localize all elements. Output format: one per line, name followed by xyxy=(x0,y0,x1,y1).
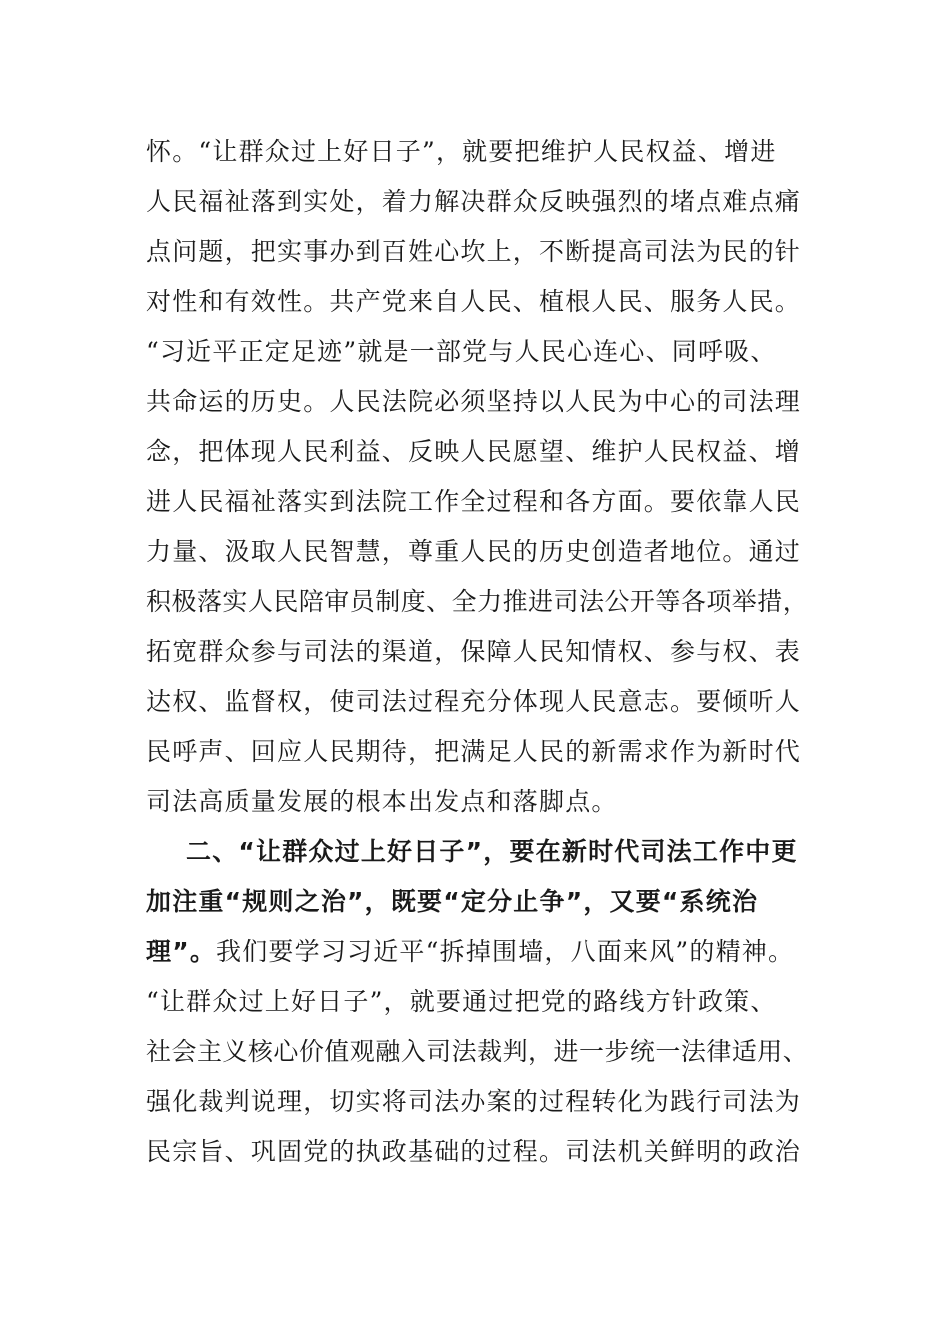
paragraph-line: 社会主义核心价值观融入司法裁判，进一步统一法律适用、 xyxy=(146,1037,809,1066)
paragraph-line: 进人民福祉落实到法院工作全过程和各方面。要依靠人民 xyxy=(146,487,802,516)
paragraph-line: 对性和有效性。共产党来自人民、植根人民、服务人民。 xyxy=(146,287,802,316)
section-heading-line: 加注重“规则之治”，既要“定分止争”，又要“系统治 xyxy=(146,887,759,916)
paragraph-line: 怀。“让群众过上好日子”，就要把维护人民权益、增进 xyxy=(146,137,777,166)
paragraph-line: “习近平正定足迹”就是一部党与人民心连心、同呼吸、 xyxy=(146,337,777,366)
paragraph-line: 念，把体现人民利益、反映人民愿望、维护人民权益、增 xyxy=(146,437,802,466)
paragraph-line: 司法高质量发展的根本出发点和落脚点。 xyxy=(146,787,618,816)
section-heading-tail: 理”。 xyxy=(146,937,217,966)
section-heading-line: 二、“让群众过上好日子”，要在新时代司法工作中更 xyxy=(186,837,798,866)
paragraph-line: 民宗旨、巩固党的执政基础的过程。司法机关鲜明的政治 xyxy=(146,1137,802,1166)
paragraph-line: 共命运的历史。人民法院必须坚持以人民为中心的司法理 xyxy=(146,387,802,416)
paragraph-line: 强化裁判说理，切实将司法办案的过程转化为践行司法为 xyxy=(146,1087,802,1116)
paragraph-line: 点问题，把实事办到百姓心坎上，不断提高司法为民的针 xyxy=(146,237,802,266)
paragraph-line: 拓宽群众参与司法的渠道，保障人民知情权、参与权、表 xyxy=(146,637,802,666)
paragraph-line: 民呼声、回应人民期待，把满足人民的新需求作为新时代 xyxy=(146,737,802,766)
paragraph-line: 人民福祉落到实处，着力解决群众反映强烈的堵点难点痛 xyxy=(146,187,802,216)
paragraph-line: “让群众过上好日子”，就要通过把党的路线方针政策、 xyxy=(146,987,777,1016)
paragraph-line: 力量、汲取人民智慧，尊重人民的历史创造者地位。通过 xyxy=(146,537,802,566)
paragraph-line: 达权、监督权，使司法过程充分体现人民意志。要倾听人 xyxy=(146,687,802,716)
paragraph-line: 积极落实人民陪审员制度、全力推进司法公开等各项举措， xyxy=(146,587,809,616)
mixed-line xyxy=(146,937,794,967)
paragraph-text: 我们要学习习近平“拆掉围墙，八面来风”的精神。 xyxy=(216,937,795,966)
